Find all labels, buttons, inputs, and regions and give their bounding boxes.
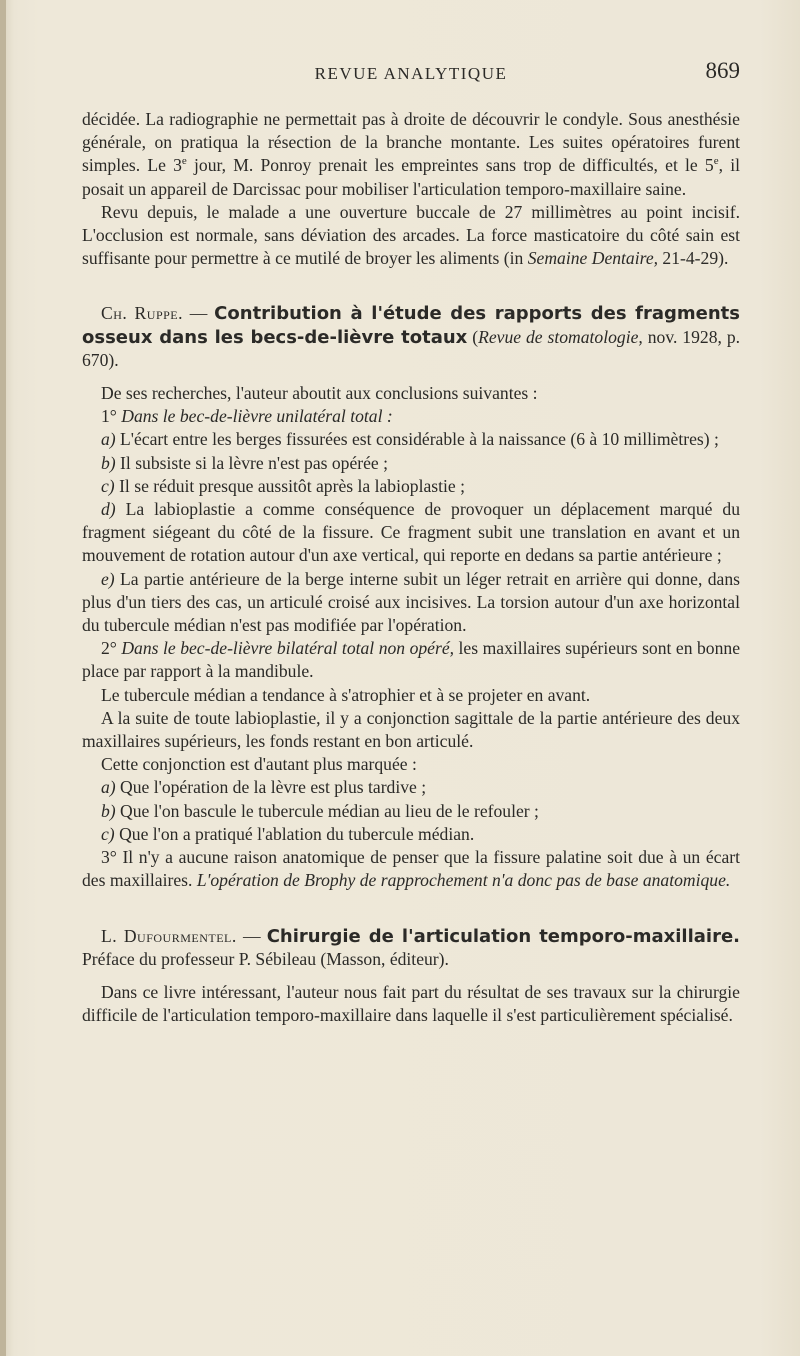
article-title: Chirurgie de l'articulation temporo-maxillaire.	[266, 925, 741, 947]
conclusion-3: 3° Il n'y a aucune raison anatomique de penser que la fissure palatine soit due à un écart des maxillaires. L'opération de Brophy de rapprochement n'a donc pas de base anatomique.	[82, 847, 741, 891]
article-author: L. Dufourmentel.	[101, 925, 237, 946]
article-journal: Revue de stomatologie,	[478, 326, 643, 347]
page-binding-edge	[0, 0, 6, 1356]
article-heading-dufourmentel: L. Dufourmentel. — Chirurgie de l'articulation temporo-maxillaire. Préface du professeur P. Sébileau (Masson, éditeur).	[82, 925, 741, 969]
page-number: 869	[705, 58, 740, 83]
list-item: e) La partie antérieure de la berge interne subit un léger retrait en arrière qui donne, dans plus d'un tiers des cas, un articulé croisé aux incisives. La torsion autour d'un axe horizontal du tubercule médian n'est pas modifiée par l'opération.	[82, 568, 740, 636]
conclusion-2: 2° Dans le bec-de-lièvre bilatéral total non opéré, les maxillaires supérieurs sont en bonne place par rapport à la mandibule.	[82, 638, 741, 682]
review-paragraph: Dans ce livre intéressant, l'auteur nous fait part du résultat de ses travaux sur la chirurgie difficile de l'articulation temporo-maxillaire dans laquelle il s'est particulièrement spécialisé.	[82, 981, 740, 1026]
paragraph-continued: décidée. La radiographie ne permettait pas à droite de découvrir le condyle. Sous anesthésie générale, on pratiqua la résection de la branche montante. Les suites opératoires furent simples. Le 3e jour, M. Ponroy prenait les empreintes sans trop de difficultés, et le 5e, il posait un appareil de Darcissac pour mobiliser l'articulation temporo-maxillaire saine.	[82, 109, 740, 199]
paragraph: Le tubercule médian a tendance à s'atrophier et à se projeter en avant.	[101, 684, 591, 705]
list-item: a) Que l'opération de la lèvre est plus tardive ;	[101, 777, 427, 798]
paragraph: Cette conjonction est d'autant plus marquée :	[101, 754, 417, 775]
list-item: c) Que l'on a pratiqué l'ablation du tubercule médian.	[101, 823, 475, 844]
article-intro: De ses recherches, l'auteur aboutit aux conclusions suivantes :	[101, 383, 538, 404]
section-spacer	[82, 270, 740, 302]
running-head	[82, 58, 740, 92]
list-item: c) Il se réduit presque aussitôt après la labioplastie ;	[101, 475, 465, 496]
conclusion-1-heading: 1° Dans le bec-de-lièvre unilatéral total :	[101, 406, 393, 427]
page-body	[82, 108, 740, 1027]
list-item: b) Que l'on bascule le tubercule médian au lieu de le refouler ;	[101, 800, 539, 821]
paragraph-follow-up: Revu depuis, le malade a une ouverture buccale de 27 millimètres au point incisif. L'occlusion est normale, sans déviation des arcades. La force masticatoire du côté sain est suffisante pour permettre à ce mutilé de broyer les aliments (in Semaine Dentaire, 21-4-29).	[82, 201, 740, 269]
article-author: Ch. Ruppe.	[101, 303, 184, 324]
section-spacer	[82, 893, 740, 925]
running-head-title: REVUE ANALYTIQUE	[314, 64, 508, 83]
list-item: a) L'écart entre les berges fissurées est considérable à la naissance (6 à 10 millimètres) ;	[101, 429, 719, 450]
list-item: d) La labioplastie a comme conséquence de provoquer un déplacement marqué du fragment siégeant du côté de la fissure. Ce fragment subit une translation en avant et un mouvement de rotation autour d'un axe vertical, qui reporte en dedans sa partie antérieure ;	[82, 499, 740, 566]
list-item: b) Il subsiste si la lèvre n'est pas opérée ;	[101, 452, 389, 473]
article-title: Contribution à l'étude des rapports des fragments osseux dans les becs-de-lièvre totaux	[82, 303, 740, 348]
article-heading-ruppe: Ch. Ruppe. — Contribution à l'étude des rapports des fragments osseux dans les becs-de-lièvre totaux (Revue de stomatologie, nov. 1928, p. 670).	[82, 303, 741, 370]
paragraph: A la suite de toute labioplastie, il y a conjonction sagittale de la partie antérieure des deux maxillaires supérieurs, les fonds restant en bon articulé.	[82, 707, 740, 752]
